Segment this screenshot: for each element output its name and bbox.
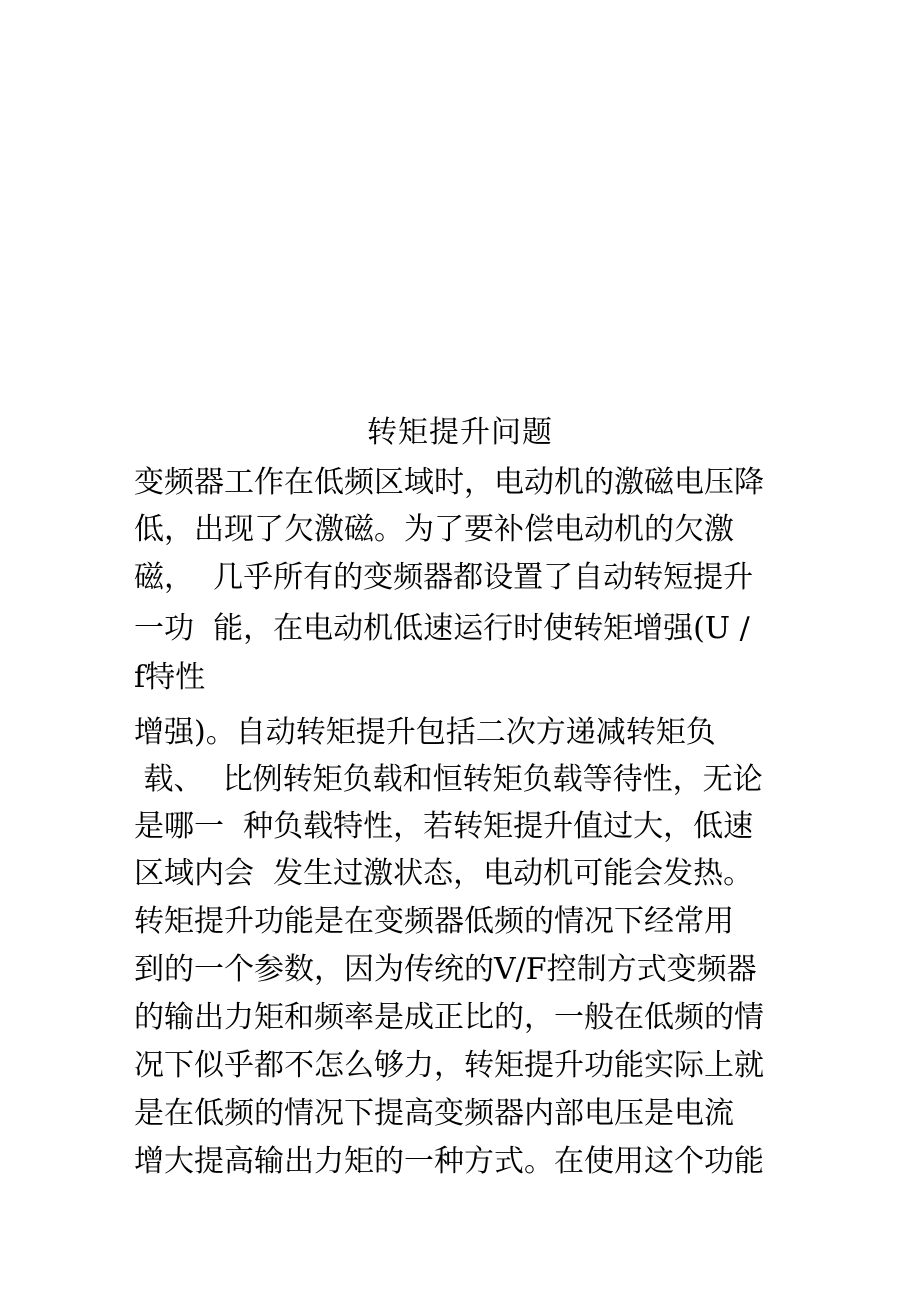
paragraph-line: 是在低频的情况下提高变频器内部电压是电流 bbox=[134, 1096, 734, 1131]
paragraph-line: 转矩提升功能是在变频器低频的情况下经常用 bbox=[134, 904, 734, 939]
paragraph-line: 磁， 几乎所有的变频器都设置了自动转短提升 bbox=[134, 560, 754, 595]
page-title: 转矩提升问题 bbox=[367, 415, 553, 450]
paragraph-line: 一功 能，在电动机低速运行时使转矩增强(U / bbox=[134, 611, 750, 646]
paragraph-line: 是哪一 种负载特性，若转矩提升值过大，低速 bbox=[134, 809, 754, 844]
paragraph-line: 变频器工作在低频区域时，电动机的激磁电压降 bbox=[134, 465, 764, 500]
paragraph-line: 增强)。自动转矩提升包括二次方递减转矩负 bbox=[134, 715, 716, 750]
paragraph-line: 区域内会 发生过激状态，电动机可能会发热。 bbox=[134, 856, 754, 891]
paragraph-line: 低，出现了欠激磁。为了要补偿电动机的欠激 bbox=[134, 512, 734, 547]
paragraph-line: 载、 比例转矩负载和恒转矩负载等待性，无论 bbox=[134, 762, 763, 797]
paragraph-line: 增大提高输出力矩的一种方式。在使用这个功能 bbox=[134, 1144, 764, 1179]
paragraph-line: 况下似乎都不怎么够力，转矩提升功能实际上就 bbox=[134, 1048, 764, 1083]
paragraph-line: 到的一个参数，因为传统的V/F控制方式变频器 bbox=[134, 952, 757, 987]
paragraph-line: f特性 bbox=[134, 660, 206, 695]
paragraph-line: 的输出力矩和频率是成正比的，一般在低频的情 bbox=[134, 1000, 764, 1035]
